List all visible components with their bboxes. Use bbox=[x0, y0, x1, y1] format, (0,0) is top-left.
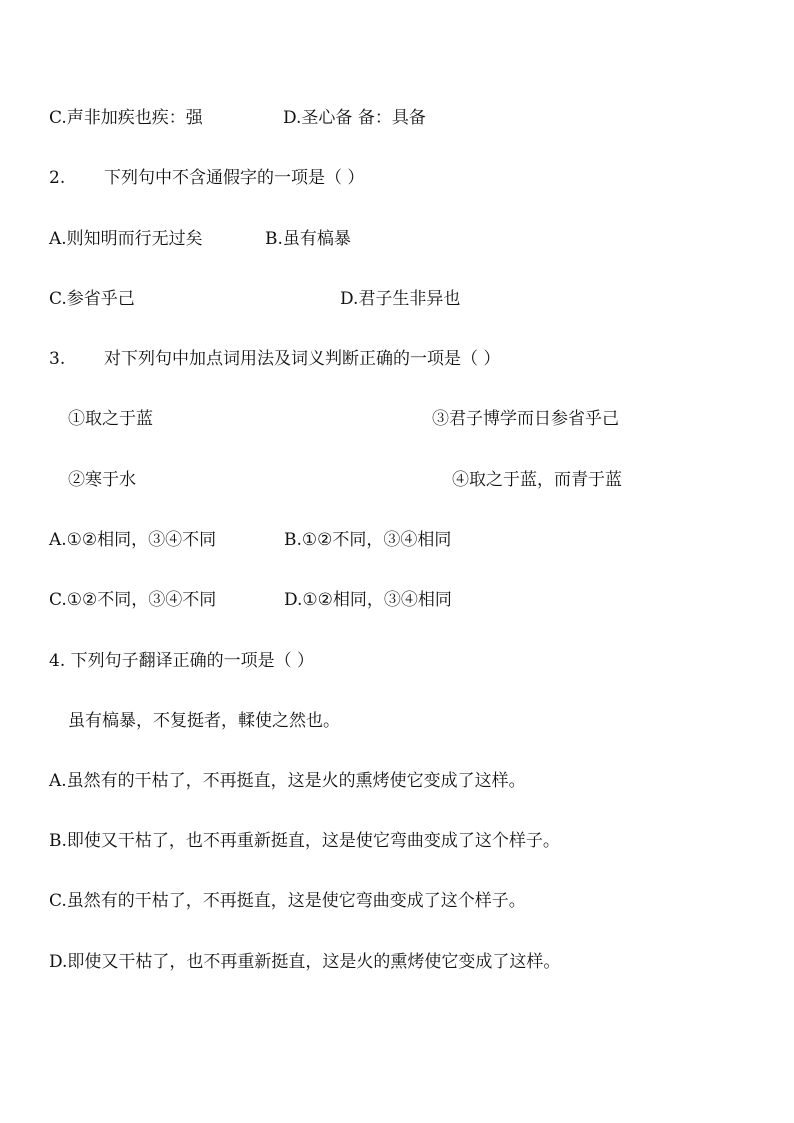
q2-number: 2. bbox=[49, 168, 66, 188]
q3-sentence-4: ④取之于蓝，而青于蓝 bbox=[452, 470, 622, 490]
q3-stem: 对下列句中加点词用法及词义判断正确的一项是（ ） bbox=[104, 349, 501, 369]
q2-option-d: D.君子生非异也 bbox=[340, 289, 461, 309]
q4-option-a: A.虽然有的干枯了，不再挺直，这是火的熏烤使它变成了这样。 bbox=[49, 771, 526, 791]
q4-source-sentence: 虽有槁暴，不复挺者，輮使之然也。 bbox=[68, 711, 340, 731]
q2-option-c: C.参省乎己 bbox=[49, 289, 135, 309]
q3-option-b: B.①②不同，③④相同 bbox=[284, 530, 452, 550]
q3-option-d: D.①②相同，③④相同 bbox=[284, 590, 452, 610]
q3-option-a: A.①②相同，③④不同 bbox=[49, 530, 217, 550]
q4-stem: 4. 下列句子翻译正确的一项是（ ） bbox=[49, 651, 315, 671]
q4-option-d: D.即使又干枯了，也不再重新挺直，这是火的熏烤使它变成了这样。 bbox=[49, 952, 561, 972]
q3-sentence-3: ③君子博学而日参省乎己 bbox=[432, 409, 619, 429]
q3-number: 3. bbox=[49, 349, 66, 369]
q2-option-a: A.则知明而行无过矣 bbox=[49, 229, 203, 249]
q2-option-b: B.虽有槁暴 bbox=[265, 229, 351, 249]
q1-option-d: D.圣心备 备：具备 bbox=[283, 108, 426, 128]
q3-sentence-2: ②寒于水 bbox=[68, 470, 136, 490]
q4-option-c: C.虽然有的干枯了，不再挺直，这是使它弯曲变成了这个样子。 bbox=[49, 891, 526, 911]
q3-sentence-1: ①取之于蓝 bbox=[68, 409, 153, 429]
q3-option-c: C.①②不同，③④不同 bbox=[49, 590, 217, 610]
q2-stem: 下列句中不含通假字的一项是（ ） bbox=[104, 168, 365, 188]
q1-option-c: C.声非加疾也疾：强 bbox=[49, 108, 203, 128]
q4-option-b: B.即使又干枯了，也不再重新挺直，这是使它弯曲变成了这个样子。 bbox=[49, 831, 560, 851]
